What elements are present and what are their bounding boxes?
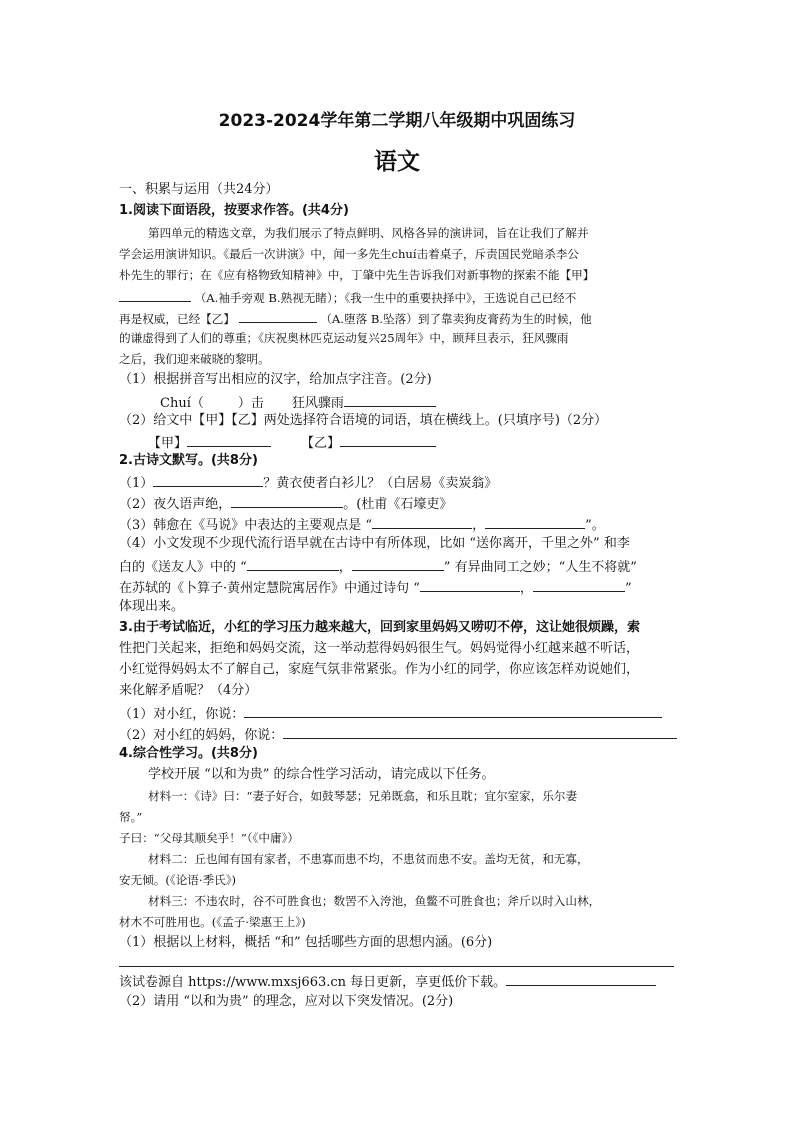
- q3-text-line: 来化解矛盾呢？（4分）: [119, 683, 258, 698]
- material-line: 子曰：“父母其顺矣乎！”（《中庸》）: [119, 831, 299, 845]
- pinyin-answer-blank[interactable]: [344, 392, 436, 407]
- q1-options-yi: （A.堕落 B.坠落）到了靠卖狗皮膏药为生的时候，他: [320, 312, 592, 326]
- poem-blank[interactable]: [533, 577, 625, 592]
- poem-blank[interactable]: [485, 514, 585, 529]
- q1-passage-line: [119, 287, 576, 307]
- q3-text-line: 小红觉得妈妈太不了解自己，家庭气氛非常紧张。作为小红的同学，你应该怎样劝说她们，: [119, 662, 640, 677]
- answer-blank-yi[interactable]: [239, 308, 317, 323]
- answer-line[interactable]: [119, 966, 674, 967]
- q2-prompt: 2.古诗文默写。(共8分): [119, 453, 258, 468]
- q2-line-3: （3）韩愈在《马说》中表达的主要观点是 “ ， ”。: [119, 514, 605, 535]
- q1-passage-line: 第四单元的精选文章，为我们展示了特点鲜明、风格各异的演讲词，旨在让我们了解并: [148, 226, 589, 240]
- answer-blank-yi-choice[interactable]: [340, 432, 436, 447]
- section-heading: 一、积累与运用（共24分）: [119, 182, 279, 197]
- poem-blank[interactable]: [247, 556, 339, 571]
- material-line: 材料二：丘也闻有国有家者，不患寡而患不均，不患贫而患不安。盖均无贫，和无寡，: [148, 852, 589, 866]
- q3-text-line: 3.由于考试临近，小红的学习压力越来越大，回到家里妈妈又唠叨不停，这让她很烦躁，索: [119, 620, 640, 635]
- answer-line[interactable]: [244, 703, 662, 718]
- answer-blank-jia-choice[interactable]: [187, 432, 271, 447]
- q1-passage-line: 朴先生的罪行；在《应有格物致知精神》中，丁肇中先生告诉我们对新事物的探索不能【甲】: [119, 268, 595, 282]
- q1-passage-line: 之后，我们迎来破晓的黎明。: [119, 352, 270, 366]
- q2-line-4a: （4）小文发现不少现代流行语早就在古诗中有所体现，比如 “送你离开，千里之外” 和李: [119, 536, 630, 551]
- q1-prompt: 1.阅读下面语段，按要求作答。(共4分): [119, 203, 349, 218]
- poem-blank[interactable]: [372, 514, 472, 529]
- q4-sub2: （2）请用 “以和为贵” 的理念，应对以下突发情况。(2分): [119, 994, 454, 1009]
- q1-passage-line: 的谦虚得到了人们的尊重；《庆祝奥林匹克运动复兴25周年》中，顾拜旦表示，狂风骤雨: [119, 331, 569, 345]
- source-footer-line: [119, 971, 656, 992]
- q1-sub1: （1）根据拼音写出相应的汉字，给加点字注音。(2分): [119, 372, 432, 387]
- material-line: 材料三：不违农时，谷不可胜食也；数罟不入洿池，鱼鳖不可胜食也；斧斤以时入山林，: [148, 894, 601, 908]
- q4-sub1: （1）根据以上材料，概括 “和” 包括哪些方面的思想内涵。(6分): [119, 935, 493, 950]
- exam-title: 2023-2024学年第二学期八年级期中巩固练习: [218, 111, 576, 131]
- q3-text-line: 性把门关起来，拒绝和妈妈交流，这一举动惹得妈妈很生气。妈妈觉得小红越来越不听话，: [119, 641, 640, 656]
- q1-passage-line: 学会运用演讲知识。《最后一次讲演》中，闻一多先生chuí击着桌子，斥责国民党暗杀李公: [119, 247, 579, 261]
- q4-intro: 学校开展 “以和为贵” 的综合性学习活动，请完成以下任务。: [148, 767, 495, 782]
- q3-sub1: （1）对小红，你说：: [119, 703, 662, 724]
- subject-title: 语文: [374, 149, 420, 175]
- material-line: 帑。”: [119, 810, 143, 824]
- q2-line-4d: 体现出来。: [119, 599, 185, 614]
- material-line: 安无倾。(《论语·季氏》): [119, 873, 237, 887]
- poem-blank[interactable]: [153, 472, 263, 487]
- source-note: 该试卷源自 https://www.mxsj663.cn 每日更新，享更低价下载。: [119, 975, 507, 990]
- answer-line[interactable]: [283, 724, 677, 739]
- q1-options-jia: （A.袖手旁观 B.熟视无睹）；《我一生中的重要抉择中》，王选说自己已经不: [194, 291, 577, 305]
- poem-blank[interactable]: [352, 556, 444, 571]
- q1-passage-line: 再是权威，已经【乙】 （A.堕落 B.坠落）到了靠卖狗皮膏药为生的时候，他: [119, 308, 592, 328]
- poem-blank[interactable]: [231, 493, 343, 508]
- q2-line-4b: 白的《送友人》中的 “ ， ” 有异曲同工之妙；“人生不将就”: [119, 556, 637, 577]
- q2-line-2: （2）夜久语声绝， 。(杜甫《石壕吏》: [119, 493, 452, 514]
- q2-line-1: （1） ？黄衣使者白衫儿？（白居易《卖炭翁》: [119, 472, 497, 493]
- q4-prompt: 4.综合性学习。(共8分): [119, 746, 258, 761]
- answer-line[interactable]: [506, 971, 656, 986]
- q1-sub2-answer-line: 【甲】 【乙】: [148, 432, 436, 453]
- q2-line-4c: 在苏轼的《卜算子·黄州定慧院寓居作》中通过诗句 “ ， ”: [119, 577, 632, 598]
- poem-blank[interactable]: [420, 577, 520, 592]
- answer-blank-jia[interactable]: [119, 287, 191, 302]
- q1-sub2: （2）给文中【甲】【乙】两处选择符合语境的词语，填在横线上。(只填序号)（2分）: [119, 413, 608, 428]
- material-line: 材木不可胜用也。(《孟子·梁惠王上》): [119, 915, 306, 929]
- material-line: 材料一：《诗》曰：“妻子好合，如鼓琴瑟；兄弟既翕，和乐且耽；宜尔室家，乐尔妻: [148, 789, 578, 803]
- q3-sub2: （2）对小红的妈妈，你说：: [119, 724, 677, 745]
- q1-sub1-answer-line: Chuí（ ）击 狂风骤雨: [160, 392, 436, 413]
